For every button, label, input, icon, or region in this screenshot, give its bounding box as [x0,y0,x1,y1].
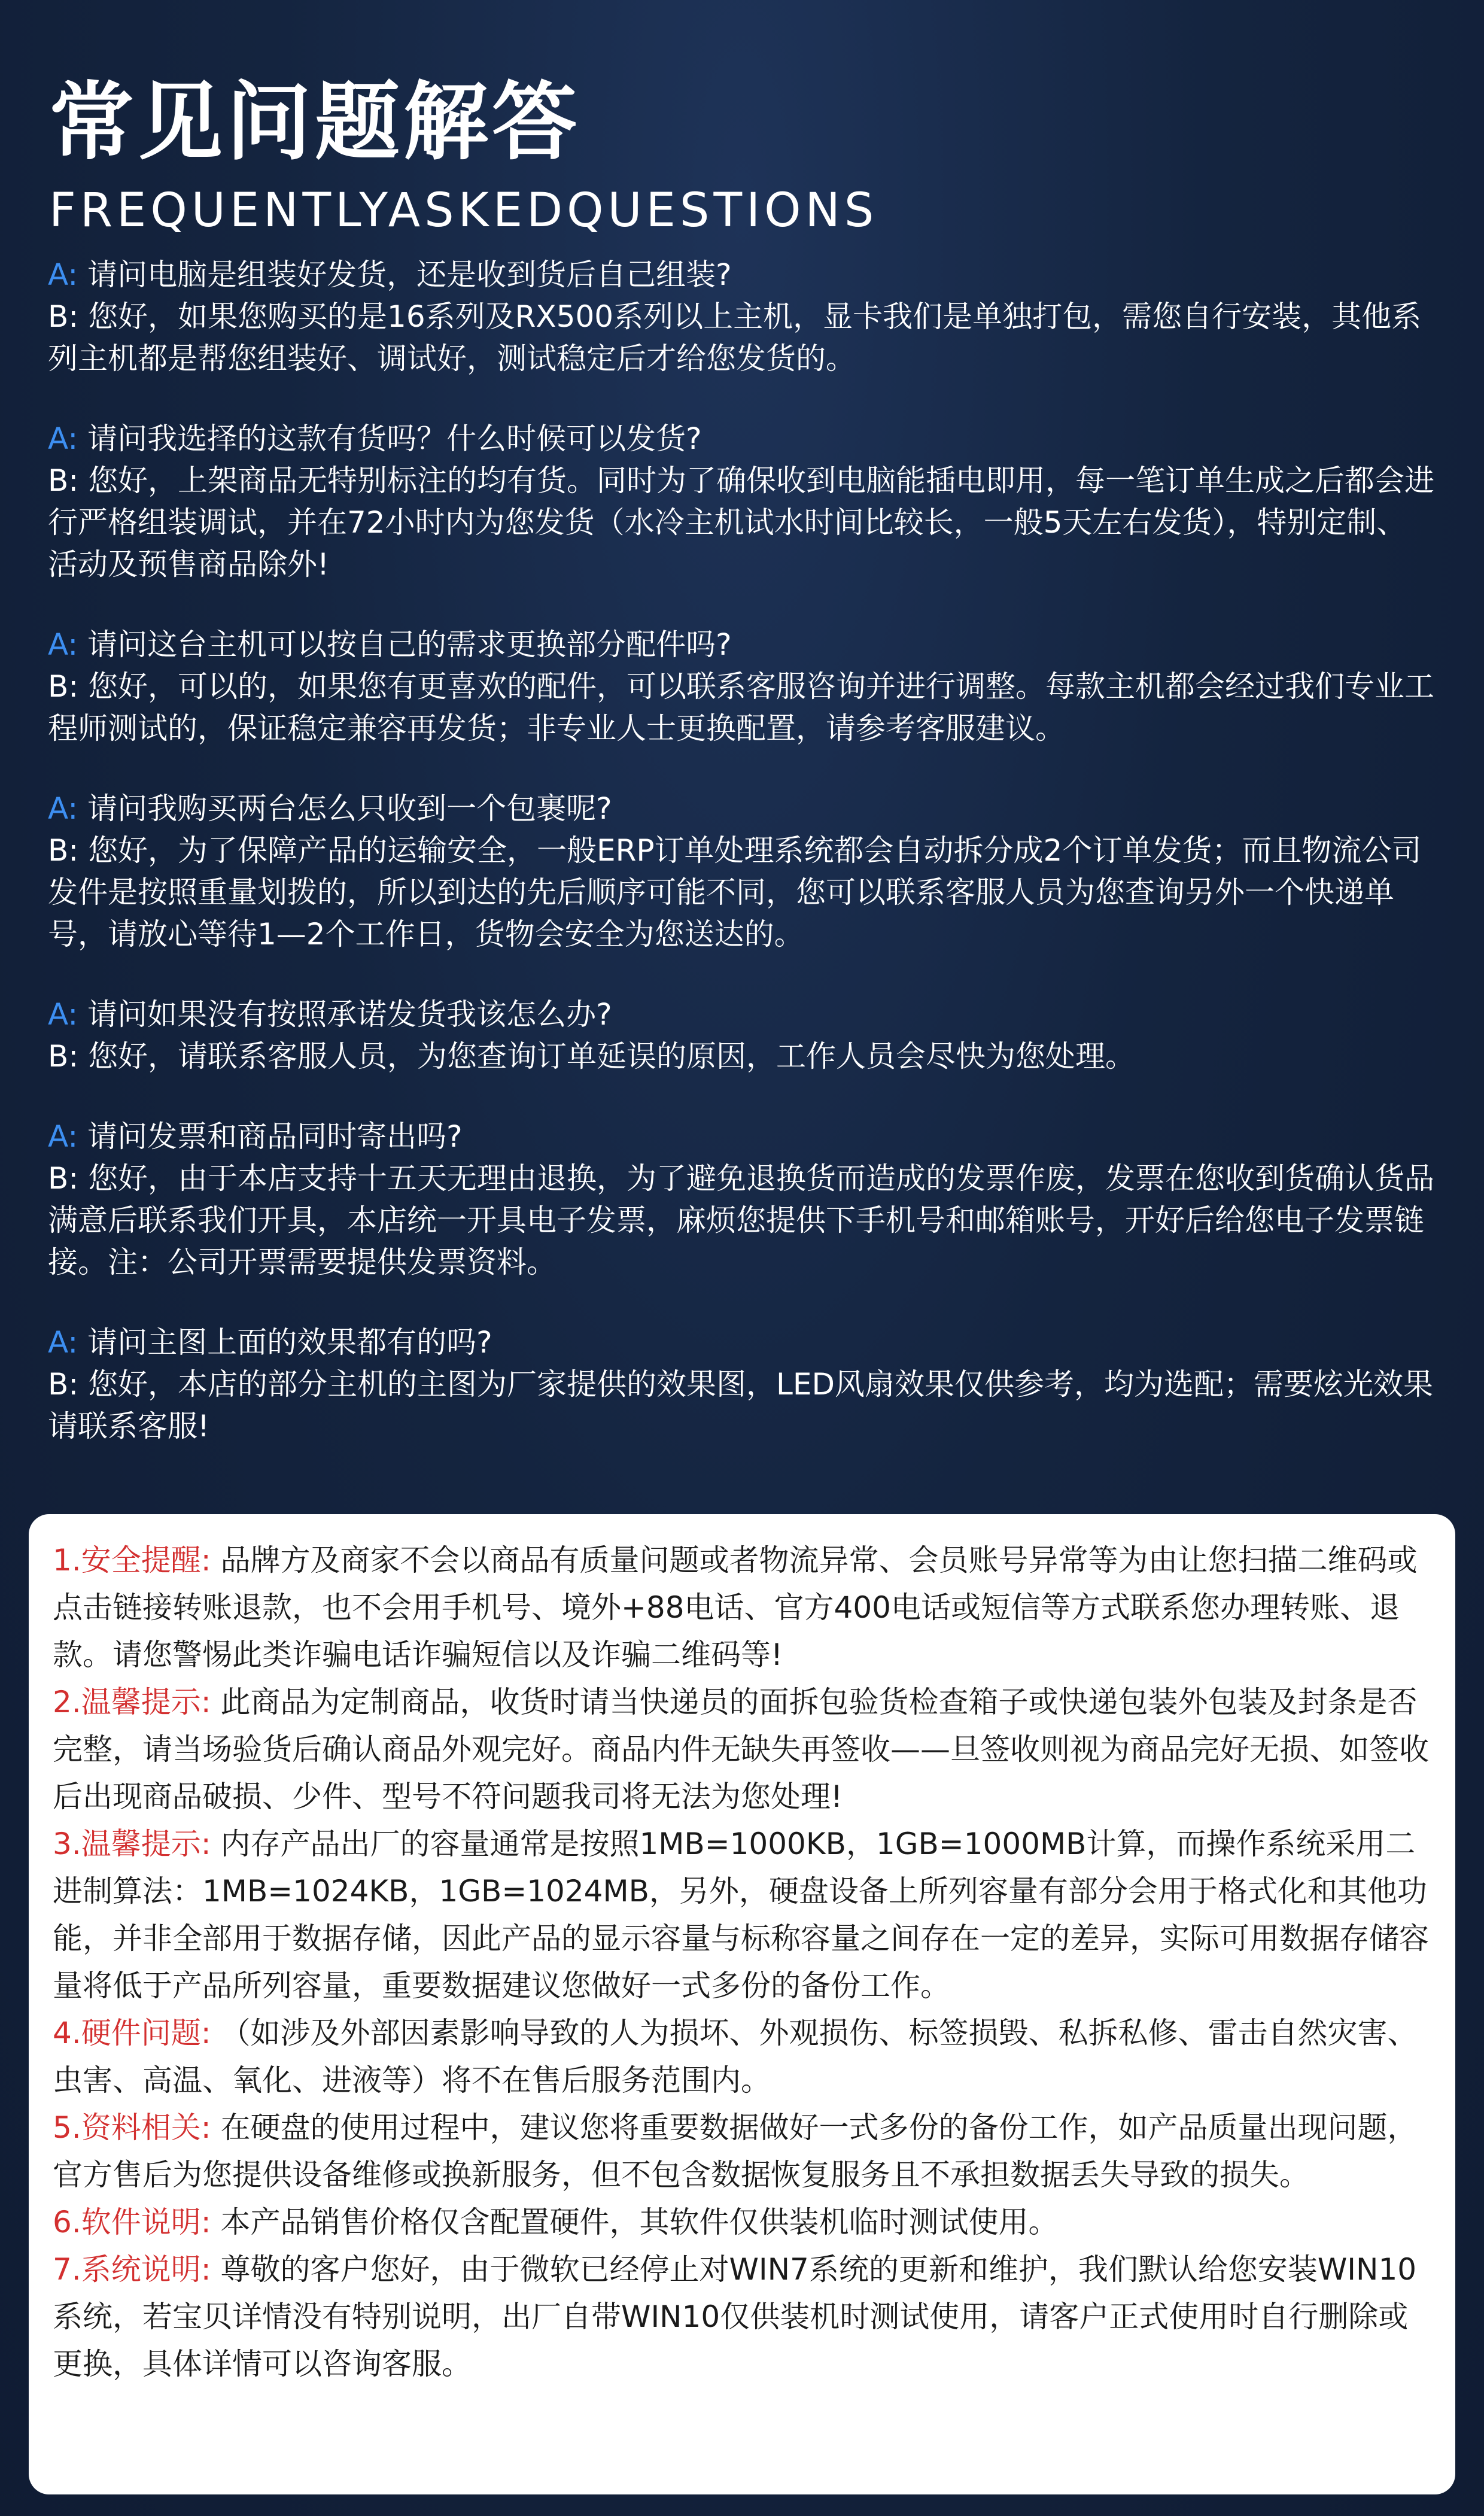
faq-item [48,993,1436,1077]
notice-label: 3.温馨提示: [53,1827,211,1861]
faq-question [48,254,1436,296]
notice-item [53,1821,1431,2010]
notice-label: 2.温馨提示: [53,1685,211,1719]
page-header [49,72,1425,241]
answer-text: 您好，请联系客服人员，为您查询订单延误的原因，工作人员会尽快为您处理。 [88,1039,1136,1074]
notice-label: 6.软件说明: [53,2205,211,2240]
notice-item [53,2199,1431,2246]
faq-question [48,418,1436,460]
faq-item [48,1321,1436,1447]
notice-item [53,2010,1431,2104]
answer-prefix: B: [48,833,79,868]
faq-answer [48,296,1436,379]
faq-item [48,624,1436,749]
answer-prefix: B: [48,1161,79,1196]
faq-item [48,788,1436,955]
question-prefix: A: [48,627,78,662]
answer-prefix: B: [48,669,79,704]
faq-question [48,1116,1436,1157]
faq-answer [48,1157,1436,1283]
notice-item [53,1537,1431,1679]
question-text: 请问我选择的这款有货吗？什么时候可以发货? [87,421,702,456]
faq-question [48,993,1436,1035]
answer-text: 您好，上架商品无特别标注的均有货。同时为了确保收到电脑能插电即用，每一笔订单生成之后都会进行严格组装调试，并在72小时内为您发货（水冷主机试水时间比较长，一般5天左右发货），特别定制、活动及预售商品除外! [48,463,1435,582]
page-title: 常见问题解答 [49,73,580,172]
question-text: 请问发票和商品同时寄出吗? [87,1119,463,1154]
faq-answer [48,460,1436,585]
notice-text: 在硬盘的使用过程中，建议您将重要数据做好一式多份的备份工作，如产品质量出现问题，官方售后为您提供设备维修或换新服务，但不包含数据恢复服务且不承担数据丢失导致的损失。 [53,2110,1418,2192]
faq-question [48,788,1436,829]
answer-prefix: B: [48,1367,79,1402]
notice-text: 此商品为定制商品，收货时请当快递员的面拆包验货检查箱子或快递包装外包装及封条是否完整，请当场验货后确认商品外观完好。商品内件无缺失再签收——旦签收则视为商品完好无损、如签收后出现商品破损、少件、型号不符问题我司将无法为您处理! [53,1685,1429,1814]
question-text: 请问主图上面的效果都有的吗? [87,1325,492,1360]
answer-prefix: B: [48,463,79,498]
question-prefix: A: [48,421,78,456]
notice-item [53,2246,1431,2388]
notice-text: 内存产品出厂的容量通常是按照1MB=1000KB，1GB=1000MB计算，而操作系统采用二进制算法：1MB=1024KB，1GB=1024MB，另外，硬盘设备上所列容量有部分会用于格式化和其他功能，并非全部用于数据存储，因此产品的显示容量与标称容量之间存在一定的差异，实际可用数据存储容量将低于产品所列容量，重要数据建议您做好一式多份的备份工作。 [53,1827,1429,2003]
question-text: 请问如果没有按照承诺发货我该怎么办? [87,997,612,1032]
notice-label: 7.系统说明: [53,2252,211,2287]
answer-text: 您好，如果您购买的是16系列及RX500系列以上主机，显卡我们是单独打包，需您自行安装，其他系列主机都是帮您组装好、调试好，测试稳定后才给您发货的。 [48,299,1422,376]
notice-text: 品牌方及商家不会以商品有质量问题或者物流异常、会员账号异常等为由让您扫描二维码或点击链接转账退款，也不会用手机号、境外+88电话、官方400电话或短信等方式联系您办理转账、退款。请您警惕此类诈骗电话诈骗短信以及诈骗二维码等! [53,1543,1418,1672]
question-text: 请问电脑是组装好发货，还是收到货后自己组装? [87,257,732,292]
notice-text: （如涉及外部因素影响导致的人为损坏、外观损伤、标签损毁、私拆私修、雷击自然灾害、虫害、高温、氧化、进液等）将不在售后服务范围内。 [53,2016,1418,2098]
notice-item [53,2104,1431,2199]
question-prefix: A: [48,791,78,826]
faq-item [48,418,1436,585]
notice-label: 5.资料相关: [53,2110,211,2145]
faq-item [48,254,1436,379]
faq-answer [48,829,1436,955]
notice-label: 4.硬件问题: [53,2016,211,2050]
notice-text: 尊敬的客户您好，由于微软已经停止对WIN7系统的更新和维护，我们默认给您安装WIN10系统，若宝贝详情没有特别说明，出厂自带WIN10仅供装机时测试使用，请客户正式使用时自行删除或更换，具体详情可以咨询客服。 [53,2252,1417,2381]
question-prefix: A: [48,1325,78,1360]
faq-answer [48,1363,1436,1447]
answer-text: 您好，为了保障产品的运输安全，一般ERP订单处理系统都会自动拆分成2个订单发货；而且物流公司发件是按照重量划拨的，所以到达的先后顺序可能不同，您可以联系客服人员为您查询另外一个快递单号，请放心等待1—2个工作日，货物会安全为您送达的。 [48,833,1422,952]
faq-list [48,254,1436,1485]
faq-answer [48,1035,1436,1077]
question-text: 请问我购买两台怎么只收到一个包裹呢? [87,791,612,826]
question-text: 请问这台主机可以按自己的需求更换部分配件吗? [87,627,732,662]
notice-text: 本产品销售价格仅含配置硬件，其软件仅供装机临时测试使用。 [220,2205,1059,2240]
page-subtitle: FREQUENTLYASKEDQUESTIONS [49,184,878,238]
faq-question [48,1321,1436,1363]
answer-text: 您好，可以的，如果您有更喜欢的配件，可以联系客服咨询并进行调整。每款主机都会经过我们专业工程师测试的，保证稳定兼容再发货；非专业人士更换配置，请参考客服建议。 [48,669,1435,746]
faq-question [48,624,1436,666]
notice-label: 1.安全提醒: [53,1543,211,1578]
faq-answer [48,666,1436,749]
answer-text: 您好，由于本店支持十五天无理由退换，为了避免退换货而造成的发票作废，发票在您收到货确认货品满意后联系我们开具，本店统一开具电子发票，麻烦您提供下手机号和邮箱账号，开好后给您电子发票链接。注：公司开票需要提供发票资料。 [48,1161,1435,1280]
notice-card [29,1514,1455,2494]
question-prefix: A: [48,257,78,292]
answer-prefix: B: [48,1039,79,1074]
faq-item [48,1116,1436,1283]
question-prefix: A: [48,1119,78,1154]
answer-prefix: B: [48,299,79,334]
answer-text: 您好，本店的部分主机的主图为厂家提供的效果图，LED风扇效果仅供参考，均为选配；需要炫光效果请联系客服! [48,1367,1434,1444]
question-prefix: A: [48,997,78,1032]
notice-item [53,1679,1431,1821]
